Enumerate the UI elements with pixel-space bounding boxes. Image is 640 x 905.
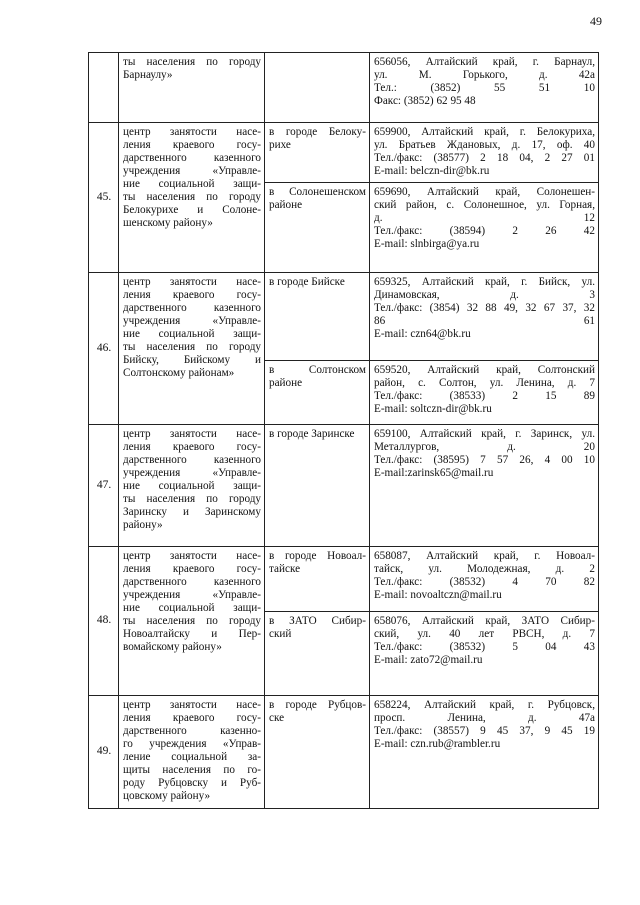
- text-line: Динамовская, д. 3: [374, 289, 595, 301]
- row-number: 48.: [89, 547, 119, 696]
- text-line: дарственного казенного: [123, 302, 261, 314]
- row-number: 47.: [89, 425, 119, 547]
- text-line: ул. Братьев Ждановых, д. 17, оф. 40: [374, 139, 595, 151]
- text-line: ления краевого госу-: [123, 563, 261, 575]
- text-line: 659900, Алтайский край, г. Белокуриха,: [374, 126, 595, 138]
- location-cell: [265, 123, 370, 183]
- address-cell: [370, 183, 599, 273]
- text-line: дарственного казенно-: [123, 725, 261, 737]
- table-row: [89, 696, 599, 809]
- text-line: дарственного казенного: [123, 454, 261, 466]
- text-line: учреждения «Управле-: [123, 467, 261, 479]
- text-line: тайск, ул. Молодежная, д. 2: [374, 563, 595, 575]
- text-line: в городе Заринске: [269, 428, 355, 440]
- text-line: шенскому району»: [123, 217, 213, 229]
- text-line: ления краевого госу-: [123, 139, 261, 151]
- text-line: 656056, Алтайский край, г. Барнаул,: [374, 56, 595, 68]
- row-number: [89, 53, 119, 123]
- row-number: 46.: [89, 273, 119, 425]
- table-row: [89, 547, 599, 612]
- location-cell: [265, 696, 370, 809]
- address-cell: [370, 696, 599, 809]
- text-line: дарственного казенного: [123, 152, 261, 164]
- text-line: район, с. Солтон, ул. Ленина, д. 7: [374, 377, 595, 389]
- text-line: роду Рубцовску и Руб-: [123, 777, 261, 789]
- text-line: Металлургов, д. 20: [374, 441, 595, 453]
- text-line: ления краевого госу-: [123, 712, 261, 724]
- text-line: в ЗАТО Сибир-: [269, 615, 366, 627]
- row-number: 45.: [89, 123, 119, 273]
- text-line: E-mail: belczn-dir@bk.ru: [374, 165, 490, 177]
- table-row: [89, 123, 599, 183]
- text-line: цовскому району»: [123, 790, 211, 802]
- text-line: районе: [269, 199, 303, 211]
- text-line: ский, ул. 40 лет РВСН, д. 7: [374, 628, 595, 640]
- text-line: в Солонешенском: [269, 186, 366, 198]
- text-line: д. 12: [374, 212, 595, 224]
- text-line: Тел./факс: (38577) 2 18 04, 2 27 01: [374, 152, 595, 164]
- text-line: Тел./факс: (38557) 9 45 37, 9 45 19: [374, 725, 595, 737]
- text-line: ты населения по городу: [123, 615, 261, 627]
- address-cell: [370, 425, 599, 547]
- text-line: 658076, Алтайский край, ЗАТО Сибир-: [374, 615, 595, 627]
- text-line: Белокурихе и Солоне-: [123, 204, 261, 216]
- text-line: в городе Рубцов-: [269, 699, 366, 711]
- address-cell: [370, 53, 599, 123]
- text-line: учреждения «Управле-: [123, 589, 261, 601]
- text-line: ние социальной защи-: [123, 480, 261, 492]
- address-cell: [370, 273, 599, 361]
- text-line: Заринску и Заринскому: [123, 506, 261, 518]
- row-number: 49.: [89, 696, 119, 809]
- table-body: [89, 53, 599, 809]
- text-line: в городе Бийске: [269, 276, 345, 288]
- text-line: ский: [269, 628, 292, 640]
- address-cell: [370, 123, 599, 183]
- text-line: районе: [269, 377, 303, 389]
- text-line: дарственного казенного: [123, 576, 261, 588]
- text-line: центр занятости насе-: [123, 276, 261, 288]
- center-name: [119, 425, 265, 547]
- text-line: E-mail: slnbirga@ya.ru: [374, 238, 480, 250]
- table-row: [89, 53, 599, 123]
- text-line: ние социальной защи-: [123, 178, 261, 190]
- center-name: [119, 696, 265, 809]
- text-line: 659325, Алтайский край, г. Бийск, ул.: [374, 276, 595, 288]
- text-line: ление социальной за-: [123, 751, 261, 763]
- location-cell: [265, 612, 370, 696]
- table-row: [89, 273, 599, 361]
- location-cell: [265, 425, 370, 547]
- text-line: Барнаулу»: [123, 69, 173, 81]
- center-name: [119, 53, 265, 123]
- employment-centers-table: [88, 52, 599, 809]
- text-line: ты населения по городу: [123, 493, 261, 505]
- text-line: району»: [123, 519, 163, 531]
- table-row: [89, 425, 599, 547]
- location-cell: [265, 53, 370, 123]
- text-line: E-mail: czn64@bk.ru: [374, 328, 471, 340]
- text-line: просп. Ленина, д. 47а: [374, 712, 595, 724]
- text-line: в Солтонском: [269, 364, 366, 376]
- text-line: учреждения «Управле-: [123, 165, 261, 177]
- location-cell: [265, 361, 370, 425]
- text-line: ске: [269, 712, 285, 724]
- text-line: ние социальной защи-: [123, 328, 261, 340]
- address-cell: [370, 547, 599, 612]
- address-cell: [370, 361, 599, 425]
- text-line: ул. М. Горького, д. 42а: [374, 69, 595, 81]
- text-line: 659100, Алтайский край, г. Заринск, ул.: [374, 428, 595, 440]
- text-line: Тел./факс: (3854) 32 88 49, 32 67 37, 32: [374, 302, 595, 314]
- text-line: центр занятости насе-: [123, 699, 261, 711]
- text-line: центр занятости насе-: [123, 550, 261, 562]
- text-line: ления краевого госу-: [123, 289, 261, 301]
- text-line: E-mail: czn.rub@rambler.ru: [374, 738, 501, 750]
- text-line: ления краевого госу-: [123, 441, 261, 453]
- text-line: тайске: [269, 563, 301, 575]
- text-line: Тел./факс: (38532) 5 04 43: [374, 641, 595, 653]
- text-line: центр занятости насе-: [123, 428, 261, 440]
- text-line: Солтонскому районам»: [123, 367, 235, 379]
- text-line: E-mail: soltczn-dir@bk.ru: [374, 403, 492, 415]
- text-line: Тел./факс: (38533) 2 15 89: [374, 390, 595, 402]
- text-line: 658224, Алтайский край, г. Рубцовск,: [374, 699, 595, 711]
- text-line: Тел./факс: (38532) 4 70 82: [374, 576, 595, 588]
- text-line: щиты населения по го-: [123, 764, 261, 776]
- text-line: ние социальной защи-: [123, 602, 261, 614]
- text-line: E-mail: novoaltczn@mail.ru: [374, 589, 502, 601]
- text-line: E-mail:zarinsk65@mail.ru: [374, 467, 494, 479]
- text-line: 659690, Алтайский край, Солонешен-: [374, 186, 595, 198]
- text-line: в городе Белоку-: [269, 126, 366, 138]
- text-line: 659520, Алтайский край, Солтонский: [374, 364, 595, 376]
- location-cell: [265, 547, 370, 612]
- text-line: Бийску, Бийскому и: [123, 354, 261, 366]
- text-line: ты населения по городу: [123, 341, 261, 353]
- text-line: в городе Новоал-: [269, 550, 366, 562]
- text-line: Тел./факс: (38595) 7 57 26, 4 00 10: [374, 454, 595, 466]
- text-line: Тел.: (3852) 55 51 10: [374, 82, 595, 94]
- text-line: 86 61: [374, 315, 595, 327]
- text-line: ты населения по городу: [123, 56, 261, 68]
- text-line: центр занятости насе-: [123, 126, 261, 138]
- text-line: вомайскому району»: [123, 641, 222, 653]
- text-line: Тел./факс: (38594) 2 26 42: [374, 225, 595, 237]
- text-line: 658087, Алтайский край, г. Новоал-: [374, 550, 595, 562]
- text-line: го учреждения «Управ-: [123, 738, 261, 750]
- center-name: [119, 547, 265, 696]
- center-name: [119, 273, 265, 425]
- text-line: Факс: (3852) 62 95 48: [374, 95, 476, 107]
- text-line: учреждения «Управле-: [123, 315, 261, 327]
- page-number: 49: [590, 14, 602, 28]
- text-line: E-mail: zato72@mail.ru: [374, 654, 483, 666]
- text-line: ты населения по городу: [123, 191, 261, 203]
- text-line: рихе: [269, 139, 291, 151]
- location-cell: [265, 273, 370, 361]
- text-line: ский район, с. Солонешное, ул. Горная,: [374, 199, 595, 211]
- text-line: Новоалтайску и Пер-: [123, 628, 261, 640]
- location-cell: [265, 183, 370, 273]
- center-name: [119, 123, 265, 273]
- address-cell: [370, 612, 599, 696]
